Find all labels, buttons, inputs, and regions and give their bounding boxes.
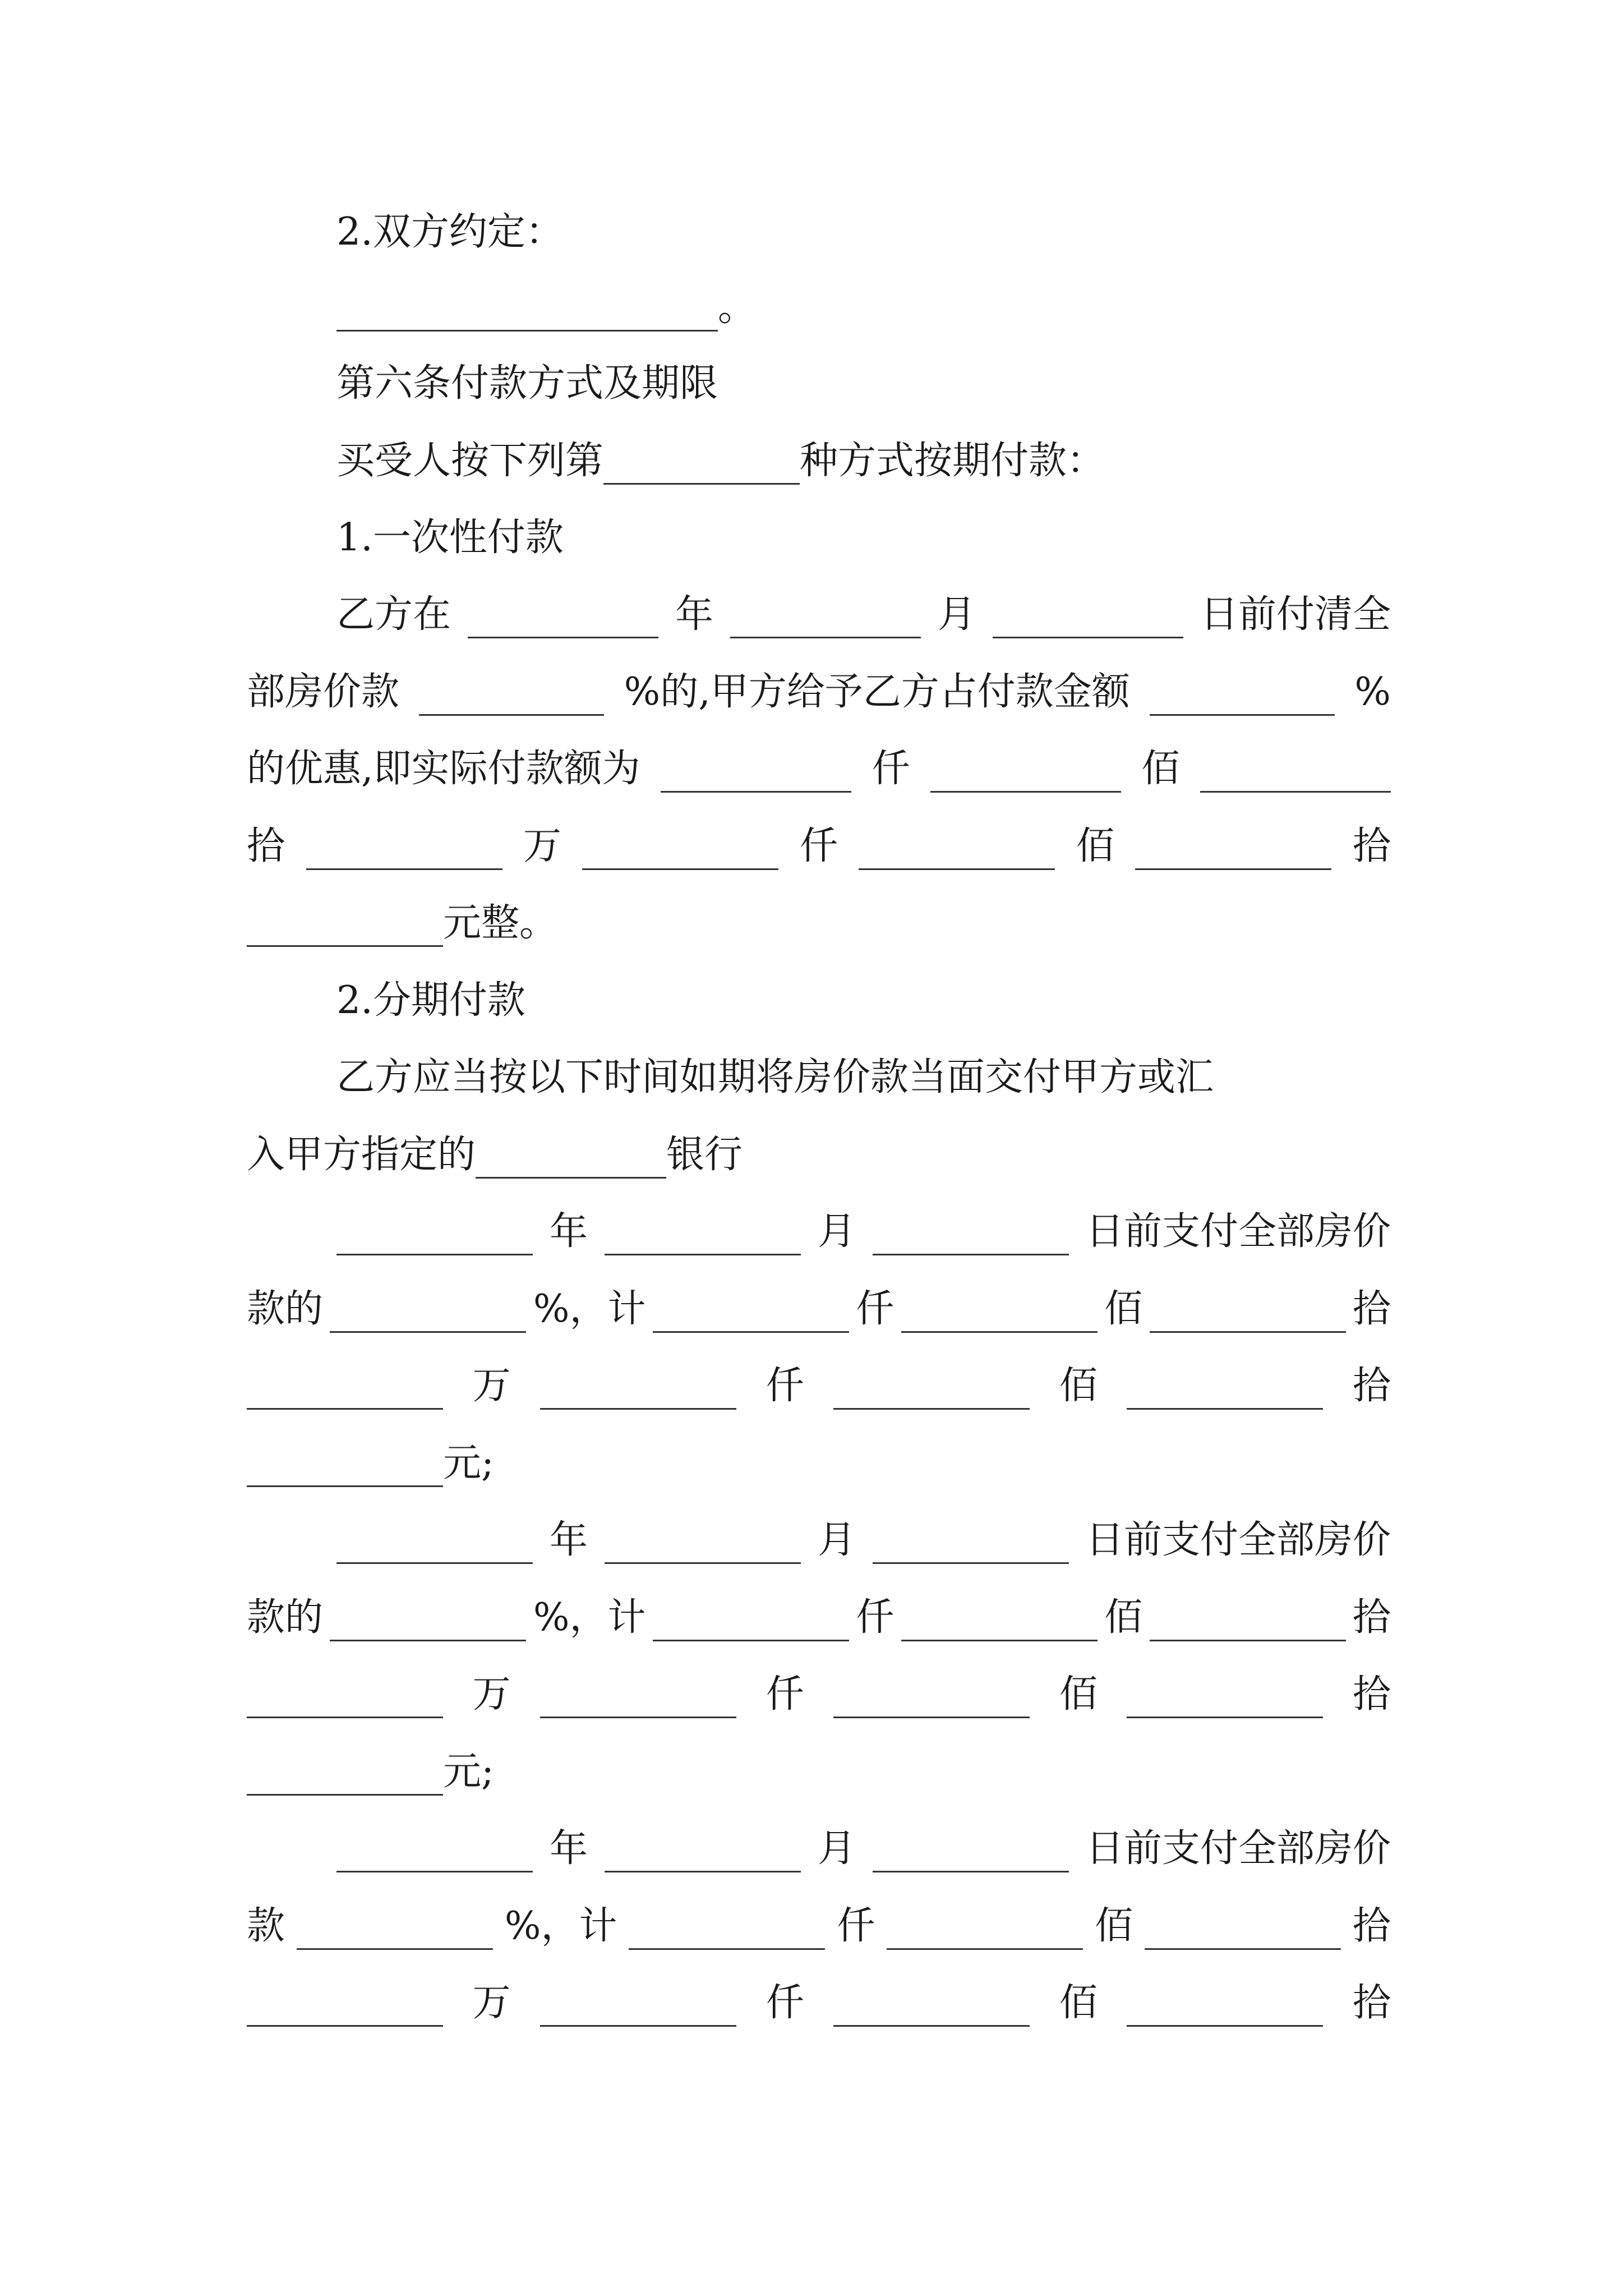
lump-sum-heading bbox=[247, 513, 1391, 569]
clause-text: 月 bbox=[937, 592, 976, 637]
amount-field[interactable] bbox=[653, 1299, 849, 1333]
clause-text: 年 bbox=[675, 592, 713, 637]
clause-text: 月 bbox=[817, 1209, 856, 1254]
clause-text: 月 bbox=[817, 1518, 856, 1562]
amount-field[interactable] bbox=[653, 1607, 849, 1641]
clause-text: 的优惠,即实际付款额为 bbox=[247, 747, 640, 791]
amount-field[interactable] bbox=[1127, 1375, 1323, 1410]
clause-text: 万 bbox=[472, 1981, 511, 2025]
amount-field[interactable] bbox=[1150, 1607, 1346, 1641]
clause-text: 佰 bbox=[1095, 1904, 1133, 1948]
clause-text: 买受人按下列第 bbox=[336, 439, 604, 483]
clause-text: 日前支付全部房价 bbox=[1085, 1209, 1391, 1254]
year-field[interactable] bbox=[468, 604, 658, 638]
installment-1-units-line bbox=[247, 1361, 1391, 1418]
clause-text: 仟 bbox=[856, 1595, 895, 1640]
clause-text: %，计 bbox=[533, 1287, 646, 1331]
bank-name-field[interactable] bbox=[476, 1144, 666, 1179]
amount-field[interactable] bbox=[247, 1993, 443, 2027]
amount-field[interactable] bbox=[306, 836, 502, 870]
amount-field[interactable] bbox=[859, 836, 1055, 870]
clause-text: 种方式按期付款： bbox=[800, 439, 1105, 483]
clause-text: 拾 bbox=[1352, 824, 1391, 868]
agreement-blank-line bbox=[247, 283, 1391, 339]
clause-text: 2.双方约定： bbox=[336, 210, 564, 254]
amount-field[interactable] bbox=[833, 1684, 1030, 1718]
year-field[interactable] bbox=[336, 1530, 533, 1564]
amount-field[interactable] bbox=[1145, 1916, 1341, 1950]
clause-text: 日前付清全 bbox=[1200, 592, 1391, 637]
clause-text: 拾 bbox=[1352, 1981, 1391, 2025]
amount-field[interactable] bbox=[247, 1684, 443, 1718]
installment-2-date-line bbox=[247, 1516, 1391, 1572]
clause-text: 仟 bbox=[856, 1287, 895, 1331]
discount-percent-field[interactable] bbox=[1150, 682, 1335, 716]
installment-3-units-line bbox=[247, 1978, 1391, 2035]
clause-text: 元; bbox=[443, 1441, 494, 1485]
percent-field[interactable] bbox=[330, 1607, 526, 1641]
installment-intro-line bbox=[247, 1053, 1391, 1109]
year-field[interactable] bbox=[336, 1838, 533, 1872]
installment-1-yuan-line bbox=[247, 1439, 1391, 1495]
amount-field[interactable] bbox=[1135, 836, 1331, 870]
clause-text: 银行 bbox=[666, 1133, 743, 1177]
amount-field[interactable] bbox=[540, 1993, 736, 2027]
clause-text: 佰 bbox=[1059, 1981, 1098, 2025]
clause-text: %的,甲方给予乙方占付款金额 bbox=[624, 670, 1130, 714]
clause-text: 款的 bbox=[247, 1595, 324, 1640]
clause-text: 拾 bbox=[1352, 1364, 1391, 1408]
amount-field[interactable] bbox=[901, 1299, 1098, 1333]
percent-field[interactable] bbox=[297, 1916, 493, 1950]
amount-field[interactable] bbox=[1200, 758, 1391, 793]
amount-field[interactable] bbox=[247, 913, 443, 947]
amount-field[interactable] bbox=[1127, 1993, 1323, 2027]
installment-3-percent-line bbox=[247, 1902, 1391, 1958]
clause-text: 仟 bbox=[766, 1981, 804, 2025]
installment-2-units-line bbox=[247, 1670, 1391, 1726]
clause-text: 仟 bbox=[766, 1672, 804, 1717]
day-field[interactable] bbox=[993, 604, 1183, 638]
clause-text: 日前支付全部房价 bbox=[1085, 1518, 1391, 1562]
installment-1-percent-line bbox=[247, 1285, 1391, 1341]
amount-field[interactable] bbox=[582, 836, 778, 870]
clause-text: 拾 bbox=[247, 824, 285, 868]
clause-text: %，计 bbox=[533, 1595, 646, 1640]
clause-text: 佰 bbox=[1104, 1595, 1143, 1640]
clause-text: 元整。 bbox=[443, 901, 558, 945]
amount-field[interactable] bbox=[247, 1761, 443, 1796]
lump-sum-discount-line bbox=[247, 668, 1391, 724]
clause-text: 款的 bbox=[247, 1287, 324, 1331]
day-field[interactable] bbox=[873, 1221, 1069, 1255]
clause-text: 年 bbox=[549, 1209, 588, 1254]
clause-text: 万 bbox=[523, 824, 561, 868]
installment-2-yuan-line bbox=[247, 1747, 1391, 1803]
installment-bank-line bbox=[247, 1130, 1391, 1186]
amount-field[interactable] bbox=[247, 1453, 443, 1487]
clause-text: 日前支付全部房价 bbox=[1085, 1826, 1391, 1871]
clause-text: %，计 bbox=[504, 1904, 617, 1948]
installment-3-date-line bbox=[247, 1824, 1391, 1880]
clause-text: 仟 bbox=[837, 1904, 875, 1948]
clause-text: % bbox=[1354, 670, 1391, 714]
clause-text: 月 bbox=[817, 1826, 856, 1871]
amount-field[interactable] bbox=[629, 1916, 825, 1950]
clause-2-agreement bbox=[247, 208, 1391, 264]
clause-text: 入甲方指定的 bbox=[247, 1133, 476, 1177]
clause-text: 部房价款 bbox=[247, 670, 400, 714]
amount-field[interactable] bbox=[901, 1607, 1098, 1641]
amount-field[interactable] bbox=[887, 1916, 1083, 1950]
clause-text: 佰 bbox=[1059, 1364, 1098, 1408]
blank-field[interactable] bbox=[336, 297, 718, 332]
percent-field[interactable] bbox=[330, 1299, 526, 1333]
article-heading: 第六条付款方式及期限 bbox=[336, 361, 718, 406]
installment-1-date-line bbox=[247, 1207, 1391, 1263]
clause-text: 1.一次性付款 bbox=[336, 516, 564, 560]
clause-text: 佰 bbox=[1141, 747, 1180, 791]
clause-text: 仟 bbox=[766, 1364, 804, 1408]
month-field[interactable] bbox=[605, 1221, 801, 1255]
day-field[interactable] bbox=[873, 1530, 1069, 1564]
clause-text: 仟 bbox=[872, 747, 910, 791]
clause-text: 拾 bbox=[1352, 1672, 1391, 1717]
amount-field[interactable] bbox=[1150, 1299, 1346, 1333]
clause-text: 万 bbox=[472, 1364, 511, 1408]
clause-text: 万 bbox=[472, 1672, 511, 1717]
clause-text: 乙方应当按以下时间如期将房价款当面交付甲方或汇 bbox=[336, 1055, 1214, 1099]
clause-text: 佰 bbox=[1104, 1287, 1143, 1331]
clause-text: 乙方在 bbox=[336, 592, 451, 637]
amount-field[interactable] bbox=[833, 1993, 1030, 2027]
clause-text: 佰 bbox=[1076, 824, 1114, 868]
percent-field[interactable] bbox=[419, 682, 604, 716]
month-field[interactable] bbox=[605, 1838, 801, 1872]
clause-text: 佰 bbox=[1059, 1672, 1098, 1717]
clause-text: 年 bbox=[549, 1518, 588, 1562]
clause-text: 拾 bbox=[1352, 1904, 1391, 1948]
clause-text: 款 bbox=[247, 1904, 285, 1948]
installment-2-percent-line bbox=[247, 1593, 1391, 1649]
amount-field[interactable] bbox=[1127, 1684, 1323, 1718]
amount-field[interactable] bbox=[833, 1375, 1030, 1410]
lump-sum-amount-line bbox=[247, 744, 1391, 800]
month-field[interactable] bbox=[605, 1530, 801, 1564]
amount-field[interactable] bbox=[930, 758, 1121, 793]
clause-text: 。 bbox=[718, 286, 757, 330]
lump-sum-amount-units-line bbox=[247, 822, 1391, 878]
year-field[interactable] bbox=[336, 1221, 533, 1255]
amount-field[interactable] bbox=[247, 1375, 443, 1410]
clause-text: 2.分期付款 bbox=[336, 978, 525, 1023]
clause-text: 元; bbox=[443, 1750, 494, 1794]
day-field[interactable] bbox=[873, 1838, 1069, 1872]
payment-method-choice bbox=[247, 436, 1391, 493]
clause-text: 拾 bbox=[1352, 1595, 1391, 1640]
lump-sum-date-line bbox=[247, 590, 1391, 646]
clause-text: 拾 bbox=[1352, 1287, 1391, 1331]
clause-text: 仟 bbox=[799, 824, 838, 868]
clause-text: 年 bbox=[549, 1826, 588, 1871]
month-field[interactable] bbox=[730, 604, 921, 638]
method-number-field[interactable] bbox=[603, 450, 800, 485]
installment-heading bbox=[247, 976, 1391, 1032]
lump-sum-yuan-line bbox=[247, 899, 1391, 955]
article-6-heading bbox=[247, 359, 1391, 415]
amount-field[interactable] bbox=[661, 758, 851, 793]
amount-field[interactable] bbox=[540, 1684, 736, 1718]
amount-field[interactable] bbox=[540, 1375, 736, 1410]
